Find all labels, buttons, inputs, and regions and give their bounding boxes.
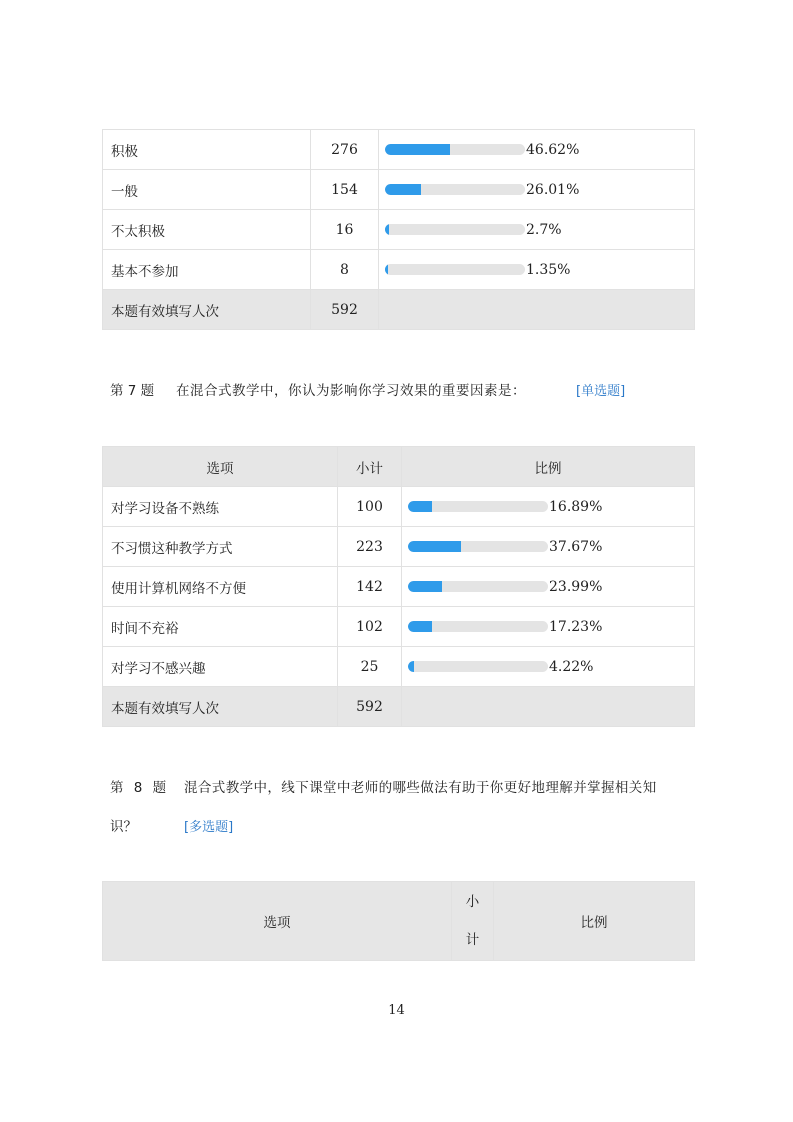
total-count: 592 xyxy=(311,290,379,330)
progress-bar xyxy=(385,144,525,155)
row-count: 102 xyxy=(338,607,402,647)
row-option: 使用计算机网络不方便 xyxy=(103,567,338,607)
header-ratio: 比例 xyxy=(402,447,695,487)
row-percent: 2.7% xyxy=(526,221,562,238)
question-7 xyxy=(110,379,625,399)
total-row xyxy=(103,290,695,330)
row-percent: 17.23% xyxy=(549,618,603,635)
table-q8 xyxy=(102,881,695,961)
question-text-line1: 混合式教学中，线下课堂中老师的哪些做法有助于你更好地理解并掌握相关知 xyxy=(184,780,657,796)
row-option: 不太积极 xyxy=(103,210,311,250)
progress-bar xyxy=(385,264,525,275)
header-count-line1: 小 xyxy=(465,894,480,910)
progress-fill xyxy=(385,224,389,235)
row-count: 223 xyxy=(338,527,402,567)
row-percent: 23.99% xyxy=(549,578,603,595)
header-option: 选项 xyxy=(103,447,338,487)
progress-fill xyxy=(408,581,442,592)
row-percent: 1.35% xyxy=(526,261,571,278)
table-row xyxy=(103,487,695,527)
row-percent: 16.89% xyxy=(549,498,603,515)
table-q6-continued xyxy=(102,129,695,330)
table-row xyxy=(103,250,695,290)
row-count: 8 xyxy=(311,250,379,290)
header-ratio: 比例 xyxy=(494,882,695,961)
progress-fill xyxy=(385,184,421,195)
header-count xyxy=(452,882,494,961)
progress-fill xyxy=(385,264,388,275)
row-percent: 37.67% xyxy=(549,538,603,555)
row-count: 100 xyxy=(338,487,402,527)
progress-fill xyxy=(408,661,414,672)
row-percent: 46.62% xyxy=(526,141,580,158)
question-number: 第 8 题 xyxy=(110,780,170,796)
row-ratio xyxy=(402,527,695,567)
table-row xyxy=(103,567,695,607)
row-ratio xyxy=(379,210,695,250)
row-option: 一般 xyxy=(103,170,311,210)
question-text: 在混合式教学中，你认为影响你学习效果的重要因素是： xyxy=(176,383,526,399)
header-count: 小计 xyxy=(338,447,402,487)
row-option: 不习惯这种教学方式 xyxy=(103,527,338,567)
header-option: 选项 xyxy=(103,882,452,961)
row-option: 对学习设备不熟练 xyxy=(103,487,338,527)
table-header xyxy=(103,447,695,487)
progress-bar xyxy=(408,501,548,512)
row-count: 25 xyxy=(338,647,402,687)
table-row xyxy=(103,607,695,647)
row-ratio xyxy=(402,487,695,527)
row-ratio xyxy=(402,567,695,607)
row-ratio xyxy=(379,170,695,210)
table-row xyxy=(103,527,695,567)
progress-bar xyxy=(408,581,548,592)
progress-bar xyxy=(385,224,525,235)
row-option: 积极 xyxy=(103,130,311,170)
table-q7 xyxy=(102,446,695,727)
row-option: 时间不充裕 xyxy=(103,607,338,647)
row-ratio xyxy=(379,250,695,290)
total-row xyxy=(103,687,695,727)
row-option: 基本不参加 xyxy=(103,250,311,290)
row-option: 对学习不感兴趣 xyxy=(103,647,338,687)
header-count-line2: 计 xyxy=(465,932,480,948)
table-row xyxy=(103,130,695,170)
progress-bar xyxy=(408,541,548,552)
row-percent: 26.01% xyxy=(526,181,580,198)
table-row xyxy=(103,210,695,250)
table-row xyxy=(103,647,695,687)
progress-fill xyxy=(408,621,432,632)
progress-bar xyxy=(408,621,548,632)
row-count: 276 xyxy=(311,130,379,170)
row-count: 142 xyxy=(338,567,402,607)
progress-fill xyxy=(385,144,450,155)
total-count: 592 xyxy=(338,687,402,727)
row-ratio xyxy=(402,607,695,647)
progress-fill xyxy=(408,541,461,552)
page-number: 14 xyxy=(388,1003,405,1018)
row-count: 154 xyxy=(311,170,379,210)
question-type-link[interactable]: [多选题] xyxy=(184,820,234,835)
row-percent: 4.22% xyxy=(549,658,594,675)
total-empty xyxy=(379,290,695,330)
progress-bar xyxy=(408,661,548,672)
question-text-line2: 识？ xyxy=(110,819,137,835)
table-header xyxy=(103,882,695,961)
total-empty xyxy=(402,687,695,727)
question-number: 第 7 题 xyxy=(110,383,155,399)
table-row xyxy=(103,170,695,210)
total-label: 本题有效填写人次 xyxy=(103,687,338,727)
total-label: 本题有效填写人次 xyxy=(103,290,311,330)
question-8-line2 xyxy=(110,815,233,835)
question-type-link[interactable]: [单选题] xyxy=(576,384,626,399)
row-ratio xyxy=(402,647,695,687)
question-8 xyxy=(110,776,657,796)
progress-bar xyxy=(385,184,525,195)
row-count: 16 xyxy=(311,210,379,250)
row-ratio xyxy=(379,130,695,170)
progress-fill xyxy=(408,501,432,512)
